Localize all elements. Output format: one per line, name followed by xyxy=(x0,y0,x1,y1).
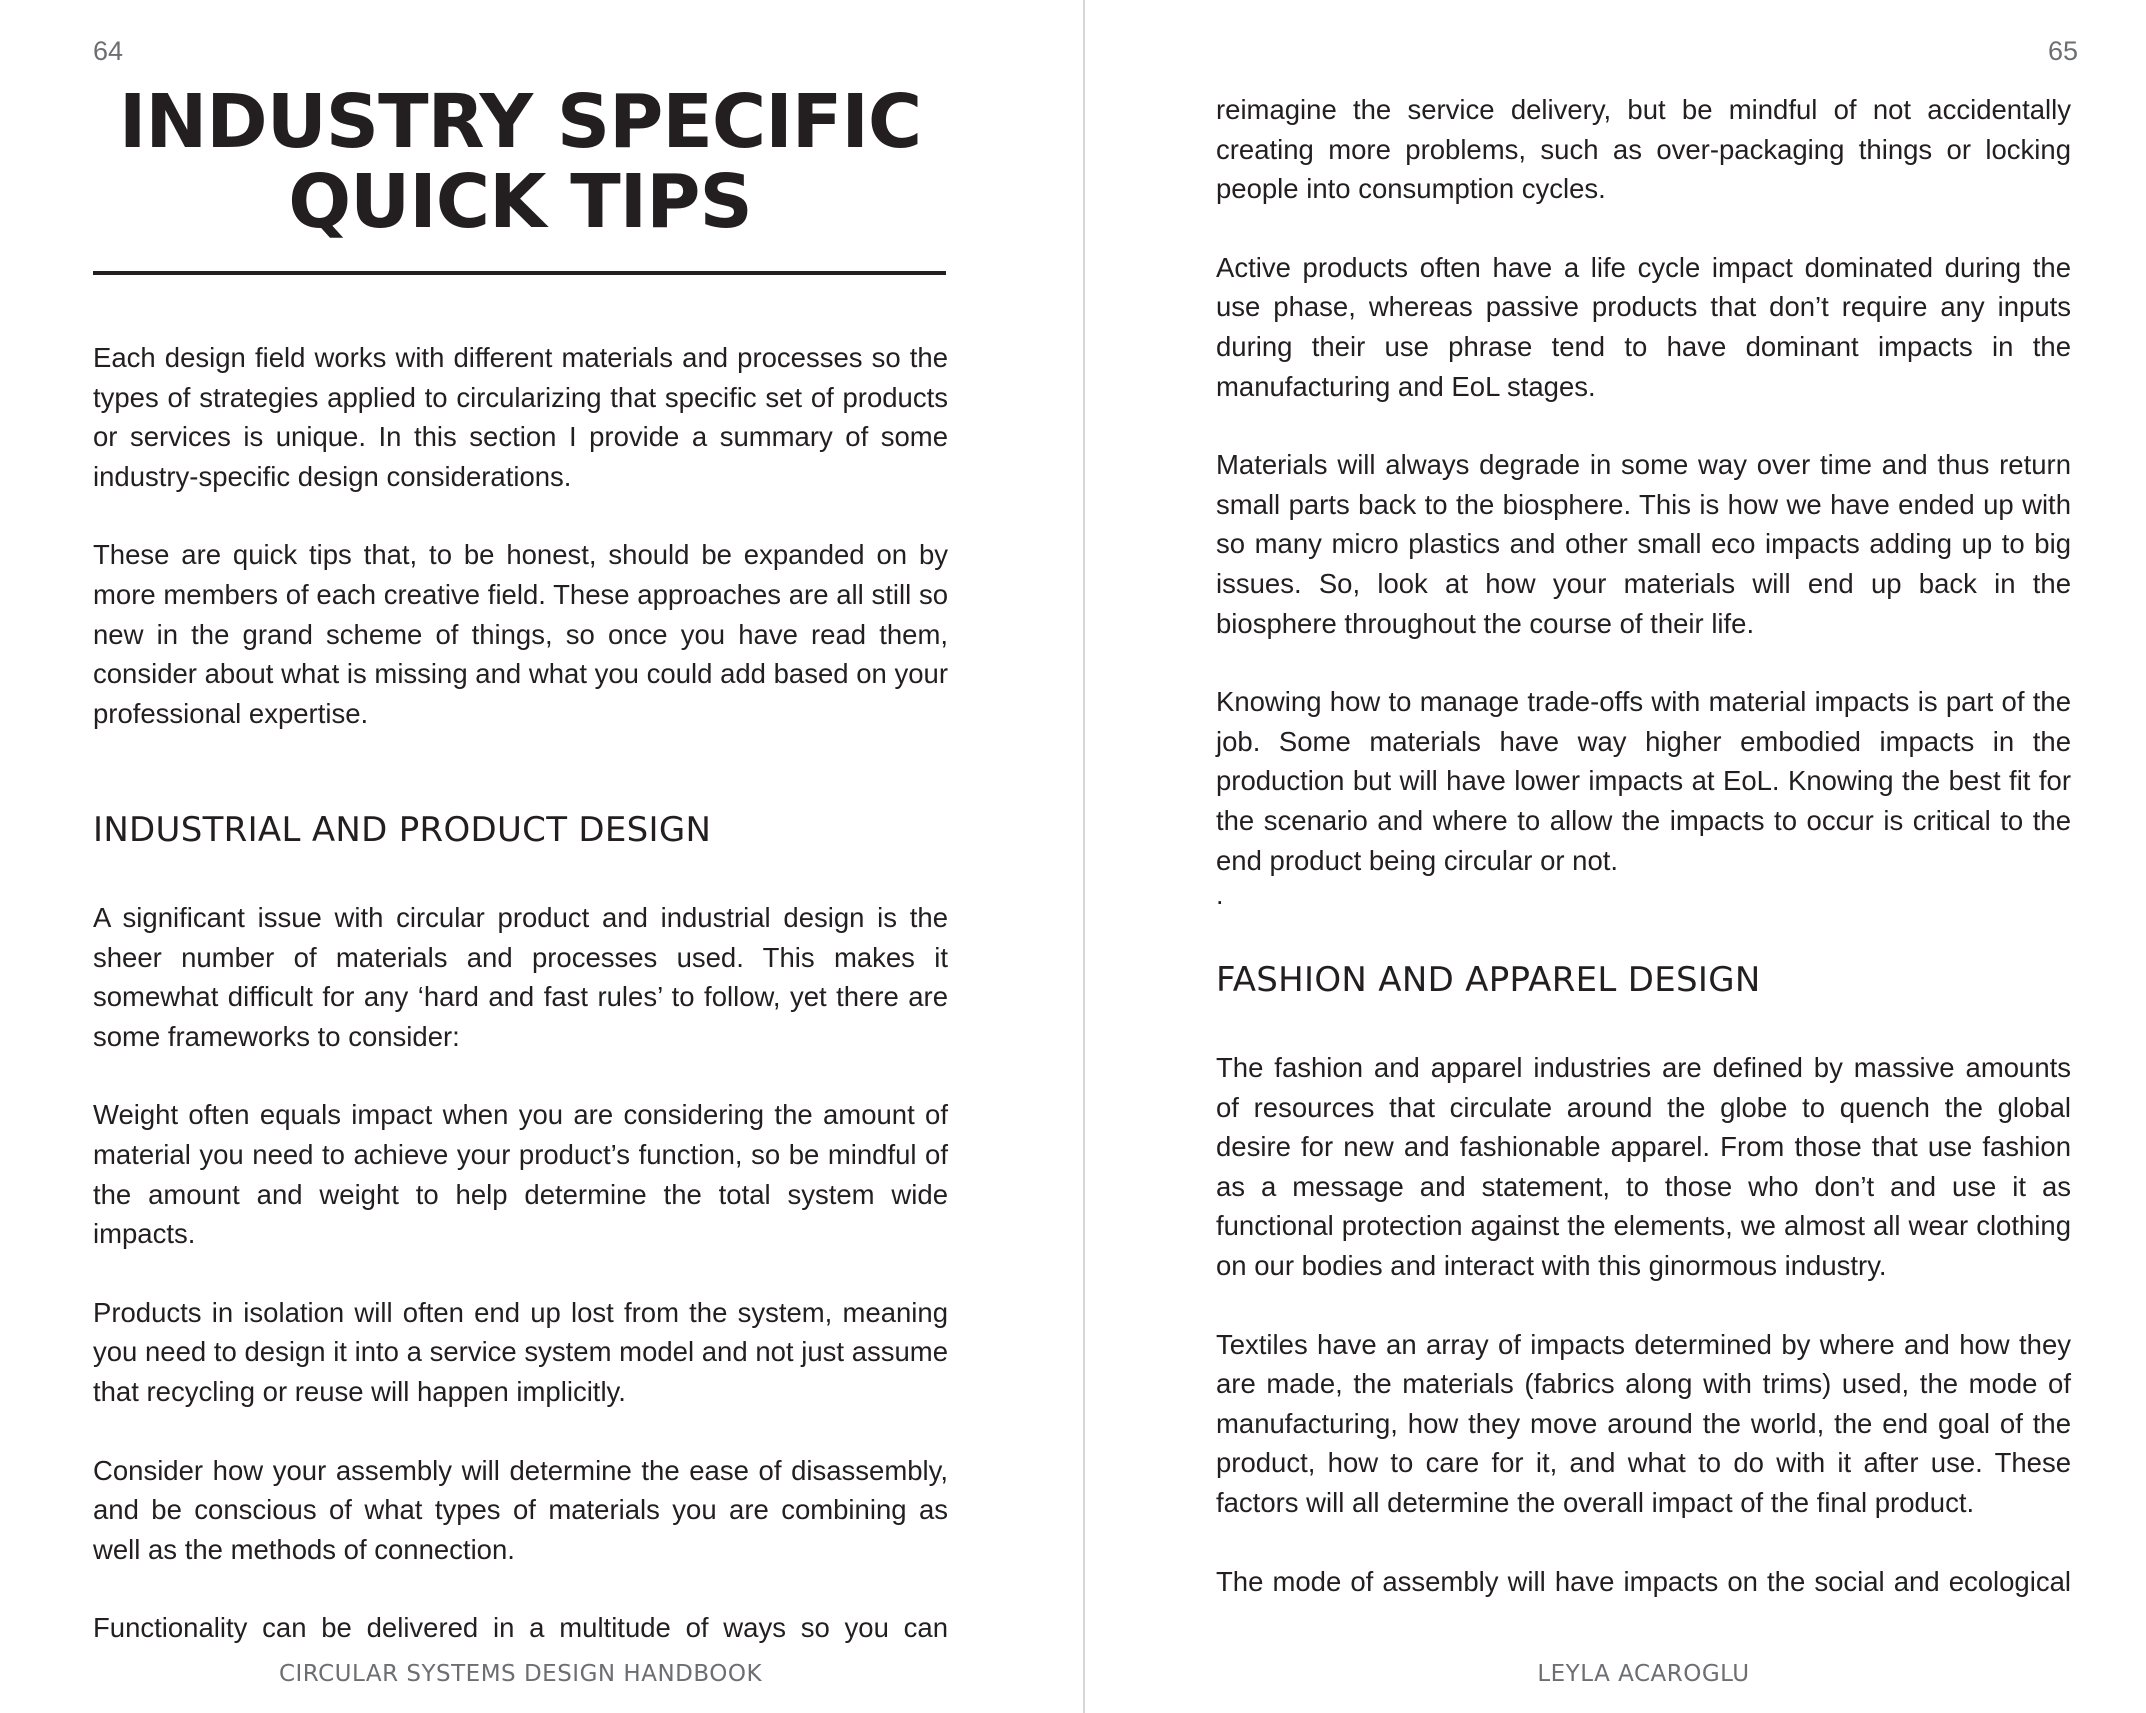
intro-paragraph-1: Each design field works with different materials and processes so the types of strategies applied to circularizing that specific set of products or services is unique. In this section I provide a summary of some industry-specific design considerations. xyxy=(93,342,948,492)
section-heading-fashion: FASHION AND APPAREL DESIGN xyxy=(1216,960,1761,1000)
page-number-right: 65 xyxy=(2047,36,2078,66)
footer-book-title: CIRCULAR SYSTEMS DESIGN HANDBOOK xyxy=(278,1661,763,1687)
industrial-paragraph-4: Consider how your assembly will determine the ease of disassembly, and be conscious of what types of materials you are combining as well as the methods of connection. xyxy=(93,1454,948,1565)
fashion-paragraph-3: The mode of assembly will have impacts on the social and ecological xyxy=(1216,1565,2071,1597)
left-section-body xyxy=(93,898,948,1687)
right-section xyxy=(1216,960,2071,1000)
right-page xyxy=(1085,0,2146,1713)
footer-author: LEYLA ACAROGLU xyxy=(1537,1661,1750,1687)
right-paragraph-2: Active products often have a life cycle impact dominated during the use phase, whereas passive products that don’t require any inputs during their use phrase tend to have dominant impacts in the manufacturing and EoL stages. xyxy=(1216,251,2071,402)
right-paragraph-3: Materials will always degrade in some way over time and thus return small parts back to the biosphere. This is how we have ended up with so many micro plastics and other small eco impacts adding up to big issues. So, look at how your materials will end up back in the biosphere throughout the course of their life. xyxy=(1216,449,2071,639)
right-body xyxy=(1216,90,2071,910)
industrial-paragraph-5: Functionality can be delivered in a multitude of ways so you can xyxy=(93,1612,948,1644)
page-title-line-1: INDUSTRY SPECIFIC xyxy=(118,79,922,165)
title-divider xyxy=(93,271,946,275)
right-section-body xyxy=(1216,1048,2071,1640)
page-title-line-2: QUICK TIPS xyxy=(288,159,752,245)
page-number-left: 64 xyxy=(93,36,124,66)
industrial-paragraph-3: Products in isolation will often end up lost from the system, meaning you need to design it into a service system model and not just assume that recycling or reuse will happen implicitly. xyxy=(93,1296,948,1407)
page-title xyxy=(93,79,947,245)
fashion-paragraph-2: Textiles have an array of impacts determined by where and how they are made, the materials (fabrics along with trims) used, the mode of manufacturing, how they move around the world, the end goal of the product, how to care for it, and what to do with it after use. These factors will all determine the overall impact of the final product. xyxy=(1216,1328,2071,1518)
right-paragraph-1: reimagine the service delivery, but be mindful of not accidentally creating more problems, such as over-packaging things or locking people into consumption cycles. xyxy=(1216,94,2071,205)
left-section xyxy=(93,810,948,850)
fashion-paragraph-1: The fashion and apparel industries are defined by massive amounts of resources that circulate around the globe to quench the global desire for new and fashionable apparel. From those that use fashion as a message and statement, to those who don’t and use it as functional protection against the elements, we almost all wear clothing on our bodies and interact with this ginormous industry. xyxy=(1216,1052,2071,1281)
left-intro xyxy=(93,338,948,772)
stray-mark: . xyxy=(1216,880,1224,911)
industrial-paragraph-2: Weight often equals impact when you are considering the amount of material you need to achieve your product’s function, so be mindful of the amount and weight to help determine the total system wide impacts. xyxy=(93,1099,948,1250)
right-paragraph-4: Knowing how to manage trade-offs with material impacts is part of the job. Some materials have way higher embodied impacts in the production but will have lower impacts at EoL. Knowing the best fit for the scenario and where to allow the impacts to occur is critical to the end product being circular or not. xyxy=(1216,686,2071,876)
section-heading-industrial: INDUSTRIAL AND PRODUCT DESIGN xyxy=(93,810,712,850)
industrial-paragraph-1: A significant issue with circular product and industrial design is the sheer number of materials and processes used. This makes it somewhat difficult for any ‘hard and fast rules’ to follow, yet there are some frameworks to consider: xyxy=(93,902,948,1052)
intro-paragraph-2: These are quick tips that, to be honest, should be expanded on by more members of each creative field. These approaches are all still so new in the grand scheme of things, so once you have read them, consider about what is missing and what you could add based on your professional expertise. xyxy=(93,539,948,729)
